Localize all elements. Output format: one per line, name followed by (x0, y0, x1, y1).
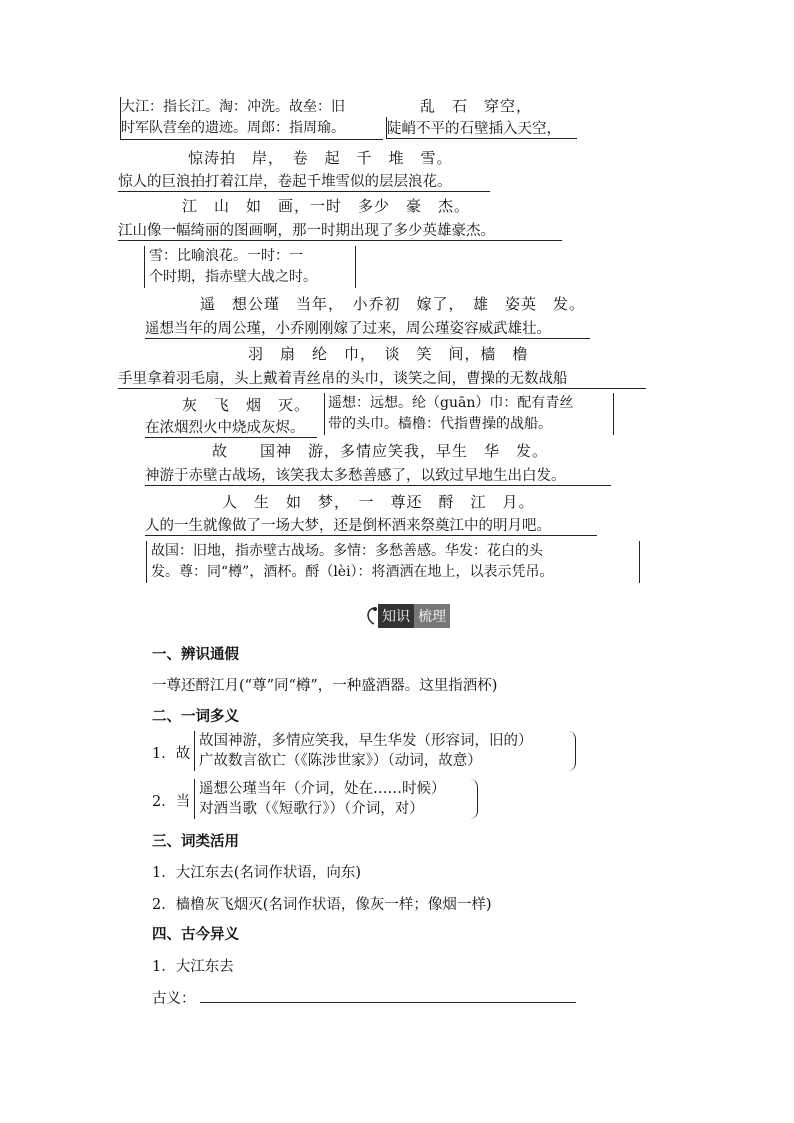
section-title-duoyi: 二、一词多义 (152, 708, 239, 725)
huoyong-item1: 1．大江东去(名词作状语，向东) (152, 865, 362, 881)
trans-yaoxiang: 遥想当年的周公瑾，小乔刚刚嫁了过来，周公瑾姿容威武雄壮。 (145, 317, 590, 339)
note-xue-line2: 个时期，指赤壁大战之时。 (149, 269, 317, 285)
note-yaoxiang (324, 393, 614, 435)
duoyi-gu-label: 1．故 (152, 746, 191, 762)
note-dajiang-line2: 时军队营垒的遗迹。周郎：指周瑜。 (121, 120, 345, 136)
note-yaoxiang-line2: 带的头巾。樯橹：代指曹操的战船。 (328, 416, 552, 432)
duoyi-dang-group (194, 779, 478, 819)
section-title-tongjia: 一、辨识通假 (152, 646, 239, 663)
poem-line-jingtao: 惊涛拍 岸， 卷 起 千 堆 雪。 (188, 149, 453, 167)
section-title-yiyi: 四、古今异义 (152, 926, 239, 943)
yiyi-item1: 1．大江东去 (152, 959, 234, 975)
yiyi-guyi-answer-line[interactable] (200, 1001, 576, 1003)
poem-line-luanshi: 乱 石 穿空， (420, 97, 533, 115)
huoyong-item2: 2．樯橹灰飞烟灭(名词作状语，像灰一样；像烟一样) (152, 897, 492, 913)
note-xue-line1: 雪：比喻浪花。一时：一 (149, 248, 303, 264)
duoyi-gu-group (194, 731, 576, 771)
duoyi-dang-1: 遥想公瑾当年（介词，处在……时候） (199, 781, 446, 797)
badge-part1: 知识 (378, 604, 414, 628)
yiyi-guyi-label: 古义： (152, 991, 196, 1007)
poem-line-huifei: 灰 飞 烟 灭。 (182, 396, 311, 414)
trans-jingtao: 惊人的巨浪拍打着江岸，卷起千堆雪似的层层浪花。 (118, 170, 490, 192)
trans-huifei: 在浓烟烈火中烧成灰烬。 (145, 416, 317, 438)
trans-guguo: 神游于赤壁古战场，该笑我太多愁善感了，以致过早地生出白发。 (145, 464, 611, 486)
note-guguo-line1: 故国：旧地，指赤壁古战场。多情：多愁善感。华发：花白的头 (151, 543, 543, 559)
duoyi-dang-label: 2．当 (152, 794, 191, 810)
note-yaoxiang-line1: 遥想：远想。纶（guān）巾：配有青丝 (328, 395, 574, 411)
note-dajiang-line1: 大江：指长江。淘：冲洗。故垒：旧 (121, 99, 345, 115)
badge-part2: 梳理 (414, 604, 450, 628)
badge-swirl-icon (364, 606, 378, 626)
tongjia-item: 一尊还酹江月(“尊”同“樽”，一种盛酒器。这里指酒杯) (152, 678, 498, 694)
duoyi-gu-1: 故国神游，多情应笑我，早生华发（形容词，旧的） (199, 733, 533, 749)
trans-luanshi: 陡峭不平的石壁插入天空， (386, 117, 577, 139)
duoyi-dang-2: 对酒当歌（《短歌行》）（介词，对） (199, 801, 424, 817)
note-dajiang (120, 97, 383, 140)
poem-line-rensheng: 人 生 如 梦， 一 尊还 酹 江 月。 (222, 493, 535, 511)
poem-line-guguo: 故 国神 游，多情应笑我，早生 华 发。 (212, 442, 549, 460)
poem-line-jiangshan: 江 山 如 画，一时 多少 豪 杰。 (182, 197, 471, 215)
trans-yushan: 手里拿着羽毛扇，头上戴着青丝帛的头巾，谈笑之间，曹操的无数战船 (118, 367, 646, 389)
note-guguo (146, 541, 640, 583)
knowledge-badge (364, 604, 450, 628)
poem-line-yushan: 羽 扇 纶 巾， 谈 笑 间，樯 橹 (248, 345, 529, 363)
trans-jiangshan: 江山像一幅绮丽的图画啊，那一时期出现了多少英雄豪杰。 (118, 219, 562, 241)
note-guguo-line2: 发。尊：同“樽”，酒杯。酹（lèi）：将酒洒在地上，以表示凭吊。 (151, 564, 554, 580)
note-xue (144, 246, 356, 288)
section-title-huoyong: 三、词类活用 (152, 833, 239, 850)
trans-rensheng: 人的一生就像做了一场大梦，还是倒杯酒来祭奠江中的明月吧。 (145, 514, 597, 536)
duoyi-gu-2: 广故数言欲亡（《陈涉世家》）（动词，故意） (199, 753, 482, 769)
poem-line-yaoxiang: 遥 想公瑾 当年， 小乔初 嫁了， 雄 姿英 发。 (200, 295, 586, 313)
